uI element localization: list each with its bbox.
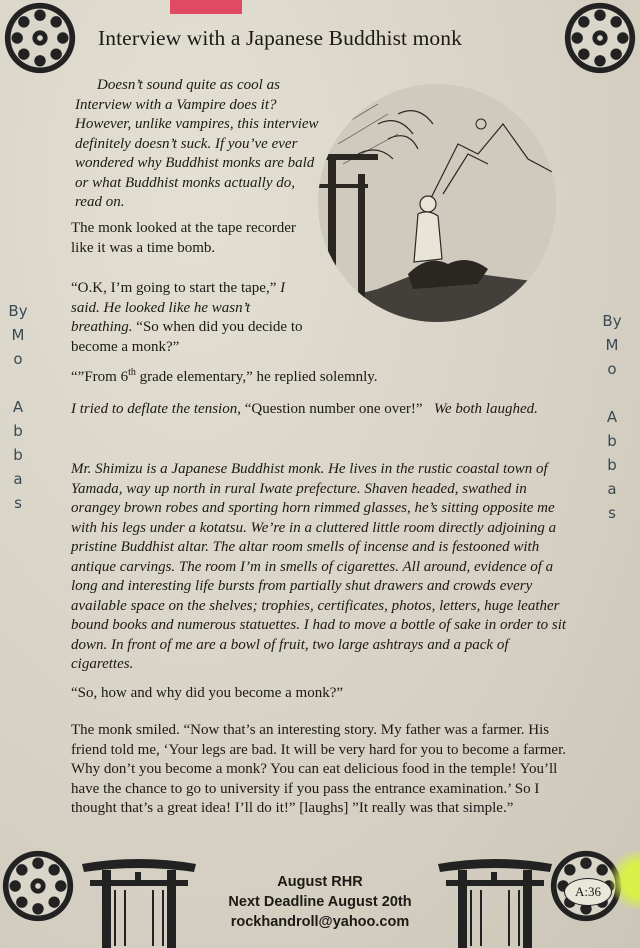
paragraph-sixth-grade: “”From 6th grade elementary,” he replied solemnly.: [71, 367, 378, 385]
byline-letter: By: [8, 302, 28, 320]
byline-letter: b: [607, 432, 617, 450]
torii-gate-icon: [436, 856, 554, 948]
byline-letter: s: [14, 494, 22, 512]
dharma-wheel-icon: [562, 0, 638, 76]
byline-letter: M: [605, 336, 619, 354]
byline-letter: o: [607, 360, 617, 378]
byline-letter: b: [13, 446, 23, 464]
pink-tape-tab: [170, 0, 242, 14]
intro-paragraph: Doesn’t sound quite as cool as Interview with a Vampire does it? However, unlike vampires, this interview definitely doesn’t suck. If you’ve ever wondered why Buddhist monks are bald or what Buddhist monks actually do, read on.: [75, 77, 319, 210]
paragraph-question-one: I tried to deflate the tension, “Question number one over!” We both laughed.: [71, 401, 538, 417]
paragraph-how-why: “So, how and why did you become a monk?”: [71, 685, 344, 701]
footer-info: [190, 872, 450, 932]
dharma-wheel-icon: [2, 0, 78, 76]
byline-letter: A: [606, 408, 618, 426]
byline-letter: By: [602, 312, 622, 330]
article-title: Interview with a Japanese Buddhist monk: [98, 26, 462, 50]
byline-letter: s: [608, 504, 616, 522]
byline-right: [600, 312, 624, 528]
monk-landscape-illustration: [318, 84, 556, 322]
byline-letter: A: [12, 398, 24, 416]
byline-letter: b: [13, 422, 23, 440]
footer-deadline: Next Deadline August 20th: [228, 894, 412, 910]
byline-letter: a: [13, 470, 23, 488]
yellow-highlight-mark: [610, 850, 640, 910]
paragraph-start-tape: “O.K, I’m going to start the tape,” I said. He looked like he wasn’t breathing. “So when did you decide to become a monk?”: [71, 280, 303, 355]
byline-letter: M: [11, 326, 25, 344]
byline-letter: o: [13, 350, 23, 368]
page-number-badge: A:36: [564, 878, 612, 906]
paragraph-shimizu-description: Mr. Shimizu is a Japanese Buddhist monk. He lives in the rustic coastal town of Yamada, way up north in rural Iwate prefecture. Shaven headed, swathed in orangey brown robes and sporting horn rimmed glasses, he’s sitting opposite me with his legs under a kotatsu. We’re in a cluttered little room directly adjoining a pristine Buddhist altar. The altar room smells of incense and is festooned with antique carvings. The room I’m in smells of cigarettes. All around, evidence of a long and interesting life bursts from partially shut drawers and crowds every available space on the shelves; trophies, certificates, photos, letters, huge leather bound books and numerous statuettes. I had to move a bottle of sake in order to sit down. In front of me are a bowl of fruit, two large ashtrays and a pack of cigarettes.: [71, 461, 567, 672]
dharma-wheel-icon: [0, 848, 76, 924]
torii-gate-icon: [80, 856, 198, 948]
footer-email: rockhandroll@yahoo.com: [230, 914, 410, 930]
footer-issue: August RHR: [277, 874, 363, 890]
byline-letter: [600, 384, 624, 408]
byline-letter: a: [607, 480, 617, 498]
paragraph-tape-recorder: The monk looked at the tape recorder like it was a time bomb.: [71, 220, 296, 256]
byline-letter: b: [607, 456, 617, 474]
byline-left: [6, 302, 30, 518]
paragraph-monk-smiled: The monk smiled. “Now that’s an interesting story. My father was a farmer. His friend told me, ‘Your legs are bad. It will be very hard for you to become a farmer. Why don’t you become a monk? You can eat delicious food in the temple! You’ll have the chance to go to university if you pass the entrance examination.’ So I thought that’s a great idea! I’ll do it!” [laughs] ”It really was that simple.”: [71, 722, 566, 816]
byline-letter: [6, 374, 30, 398]
